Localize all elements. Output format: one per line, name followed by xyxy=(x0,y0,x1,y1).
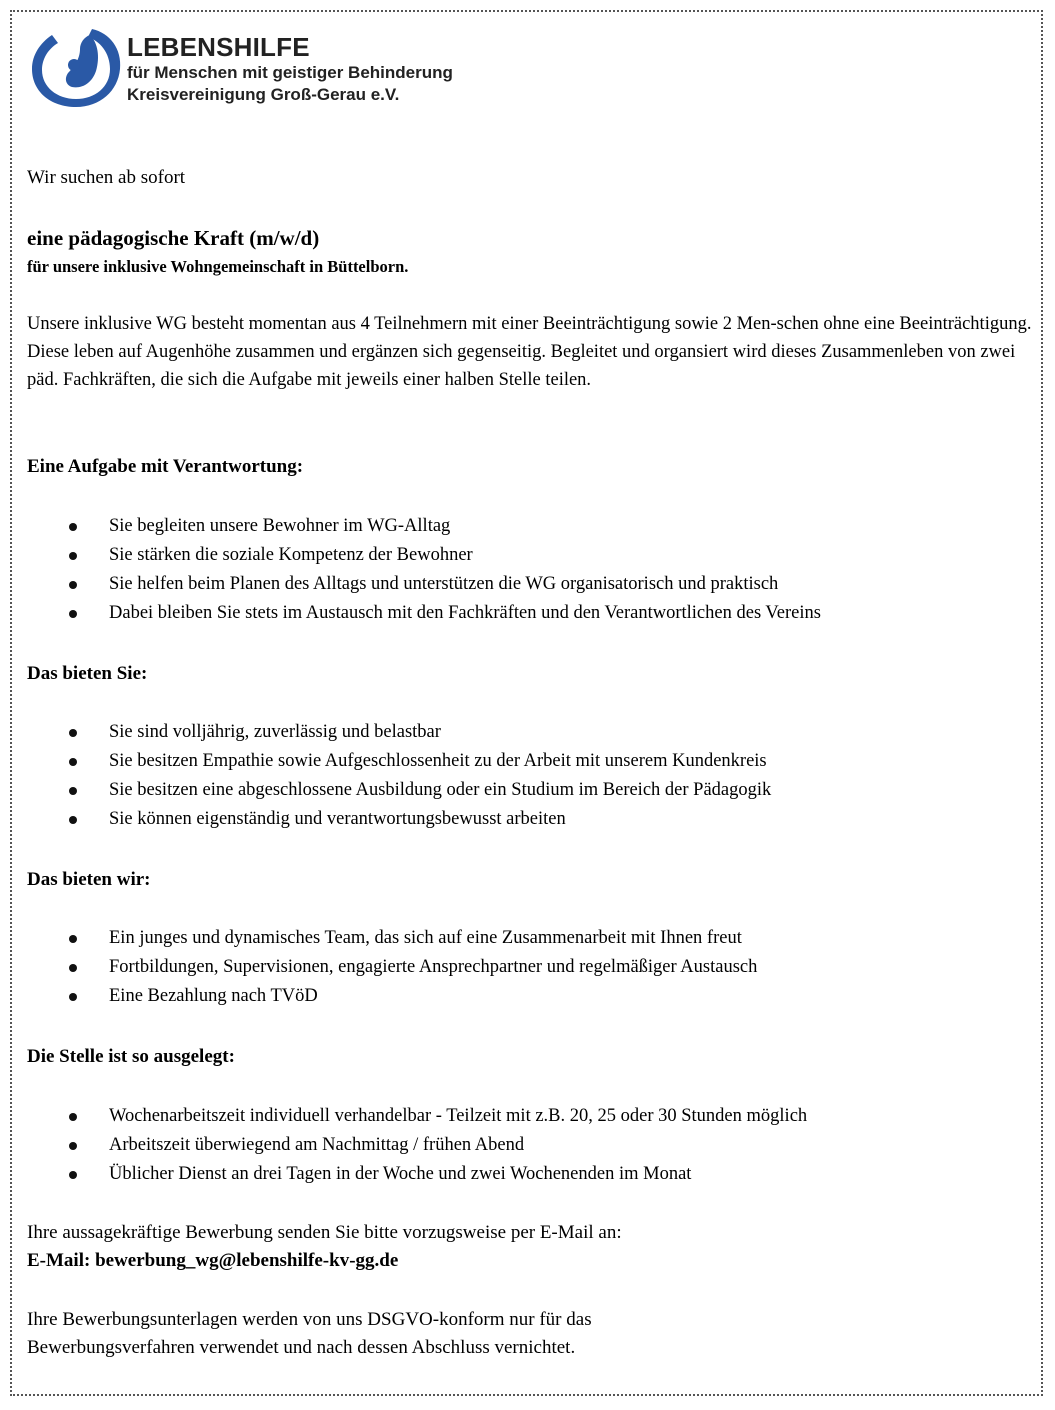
bullet-icon xyxy=(69,581,77,589)
bullet-icon xyxy=(69,1171,77,1179)
organization-unit: Kreisvereinigung Groß-Gerau e.V. xyxy=(127,85,400,104)
bullet-icon xyxy=(69,758,77,766)
bullet-icon xyxy=(69,787,77,795)
bullet-icon xyxy=(69,816,77,824)
description-paragraph: Unsere inklusive WG besteht momentan aus 4 Teilnehmern mit einer Beeinträchtigung sowie 2 Men-schen ohne eine Beeinträchtigung. Diese leben auf Augenhöhe zusammen und ergänzen sich gegenseitig. Begleitet und organsiert wird dieses Zusammenleben von zwei päd. Fachkräften, die sich die Aufgabe mit jeweils einer halben Stelle teilen. xyxy=(27,314,1032,390)
list-item: Sie helfen beim Planen des Alltags und unterstützen die WG organisatorisch und praktisch xyxy=(0,570,1055,599)
organization-name: LEBENSHILFE xyxy=(127,32,310,62)
section-heading-requirements: Das bieten Sie: xyxy=(27,663,148,684)
bullet-icon xyxy=(69,993,77,1001)
bullet-icon xyxy=(69,552,77,560)
list-item: Sie sind volljährig, zuverlässig und belastbar xyxy=(0,718,1055,747)
organization-tagline: für Menschen mit geistiger Behinderung xyxy=(127,63,453,82)
benefits-list xyxy=(0,924,1055,1011)
list-item: Sie besitzen Empathie sowie Aufgeschlossenheit zu der Arbeit mit unserem Kundenkreis xyxy=(0,747,1055,776)
privacy-note-line-1: Ihre Bewerbungsunterlagen werden von uns DSGVO-konform nur für das xyxy=(27,1309,592,1330)
list-item: Sie können eigenständig und verantwortungsbewusst arbeiten xyxy=(0,805,1055,834)
bullet-icon xyxy=(69,610,77,618)
list-item: Sie begleiten unsere Bewohner im WG-Alltag xyxy=(0,512,1055,541)
apply-text: Ihre aussagekräftige Bewerbung senden Sie bitte vorzugsweise per E-Mail an: xyxy=(27,1222,622,1243)
list-item: Sie besitzen eine abgeschlossene Ausbildung oder ein Studium im Bereich der Pädagogik xyxy=(0,776,1055,805)
section-heading-responsibilities: Eine Aufgabe mit Verantwortung: xyxy=(27,456,304,477)
list-item: Arbeitszeit überwiegend am Nachmittag / frühen Abend xyxy=(0,1131,1055,1160)
section-heading-conditions: Die Stelle ist so ausgelegt: xyxy=(27,1046,235,1067)
position-subtitle: für unsere inklusive Wohngemeinschaft in Büttelborn. xyxy=(27,257,409,276)
intro-text: Wir suchen ab sofort xyxy=(27,167,186,188)
bullet-icon xyxy=(69,1113,77,1121)
bullet-icon xyxy=(69,935,77,943)
bullet-icon xyxy=(69,964,77,972)
requirements-list xyxy=(0,718,1055,834)
conditions-list xyxy=(0,1102,1055,1189)
privacy-note-line-2: Bewerbungsverfahren verwendet und nach dessen Abschluss vernichtet. xyxy=(27,1337,576,1358)
list-item: Fortbildungen, Supervisionen, engagierte Ansprechpartner und regelmäßiger Austausch xyxy=(0,953,1055,982)
lebenshilfe-logo-icon xyxy=(30,25,122,109)
section-heading-benefits: Das bieten wir: xyxy=(27,869,151,890)
list-item: Üblicher Dienst an drei Tagen in der Woche und zwei Wochenenden im Monat xyxy=(0,1160,1055,1189)
email-contact-link[interactable]: E-Mail: bewerbung_wg@lebenshilfe-kv-gg.de xyxy=(27,1250,399,1271)
organization-header xyxy=(127,32,453,106)
list-item: Wochenarbeitszeit individuell verhandelbar - Teilzeit mit z.B. 20, 25 oder 30 Stunden möglich xyxy=(0,1102,1055,1131)
position-title: eine pädagogische Kraft (m/w/d) xyxy=(27,226,320,250)
bullet-icon xyxy=(69,1142,77,1150)
list-item: Ein junges und dynamisches Team, das sich auf eine Zusammenarbeit mit Ihnen freut xyxy=(0,924,1055,953)
list-item: Eine Bezahlung nach TVöD xyxy=(0,982,1055,1011)
bullet-icon xyxy=(69,729,77,737)
list-item: Dabei bleiben Sie stets im Austausch mit den Fachkräften und den Verantwortlichen des Vereins xyxy=(0,599,1055,628)
responsibilities-list xyxy=(0,512,1055,628)
list-item: Sie stärken die soziale Kompetenz der Bewohner xyxy=(0,541,1055,570)
bullet-icon xyxy=(69,523,77,531)
